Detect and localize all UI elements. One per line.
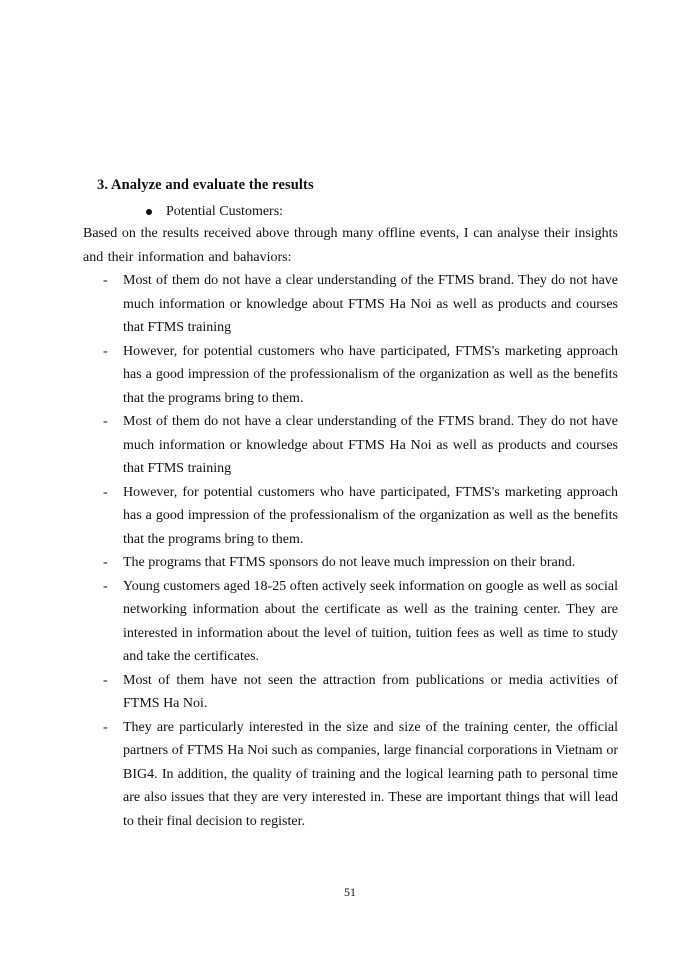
insight-list [83,269,618,833]
list-item [83,575,618,669]
dash-marker: - [103,273,108,288]
list-item-text: Most of them do not have a clear understanding of the FTMS brand. They do not have much information or knowledge about FTMS Ha Noi as well as products and courses that FTMS training [123,273,618,335]
list-item-text: However, for potential customers who have participated, FTMS's marketing approach has a good impression of the professionalism of the organization as well as the benefits that the programs bring to them. [123,484,618,547]
dash-marker: - [103,414,108,429]
list-item-text: Most of them do not have a clear understanding of the FTMS brand. They do not have much information or knowledge about FTMS Ha Noi as well as products and courses that FTMS training [123,414,618,476]
list-item [83,551,618,575]
list-item-text: They are particularly interested in the size and size of the training center, the official partners of FTMS Ha Noi such as companies, large financial corporations in Vietnam or BIG4. In addition, the quality of training and the logical learning path to personal time are also issues that they are very interested in. These are important things that will lead to their final decision to register. [123,719,618,829]
dash-marker: - [103,719,108,735]
list-item [83,481,618,552]
bullet-label: Potential Customers: [166,204,284,219]
list-item-text: Most of them have not seen the attraction from publications or media activities of FTMS Ha Noi. [123,672,618,711]
dash-marker: - [103,343,108,359]
list-item-text: Young customers aged 18-25 often actively seek information on google as well as social networking information about the certificate as well as the training center. They are interested in information about the level of tuition, tuition fees as well as time to study and take the certificates. [123,578,618,664]
bullet-potential-customers [146,200,283,223]
dash-marker: - [103,484,108,500]
list-item [83,269,618,340]
list-item [83,669,618,716]
section-heading: 3. Analyze and evaluate the results [97,177,314,193]
list-item [83,340,618,411]
list-item-text: However, for potential customers who have participated, FTMS's marketing approach has a good impression of the professionalism of the organization as well as the benefits that the programs bring to them. [123,343,618,406]
intro-paragraph: Based on the results received above through many offline events, I can analyse their insights and their information and bahaviors: [83,226,618,265]
dash-marker: - [103,672,108,688]
dash-marker: - [103,555,108,570]
list-item [83,716,618,834]
dash-marker: - [103,578,108,594]
bullet-dot-icon [146,209,152,215]
page-number: 51 [344,885,356,899]
list-item-text: The programs that FTMS sponsors do not leave much impression on their brand. [123,555,576,570]
list-item [83,410,618,481]
